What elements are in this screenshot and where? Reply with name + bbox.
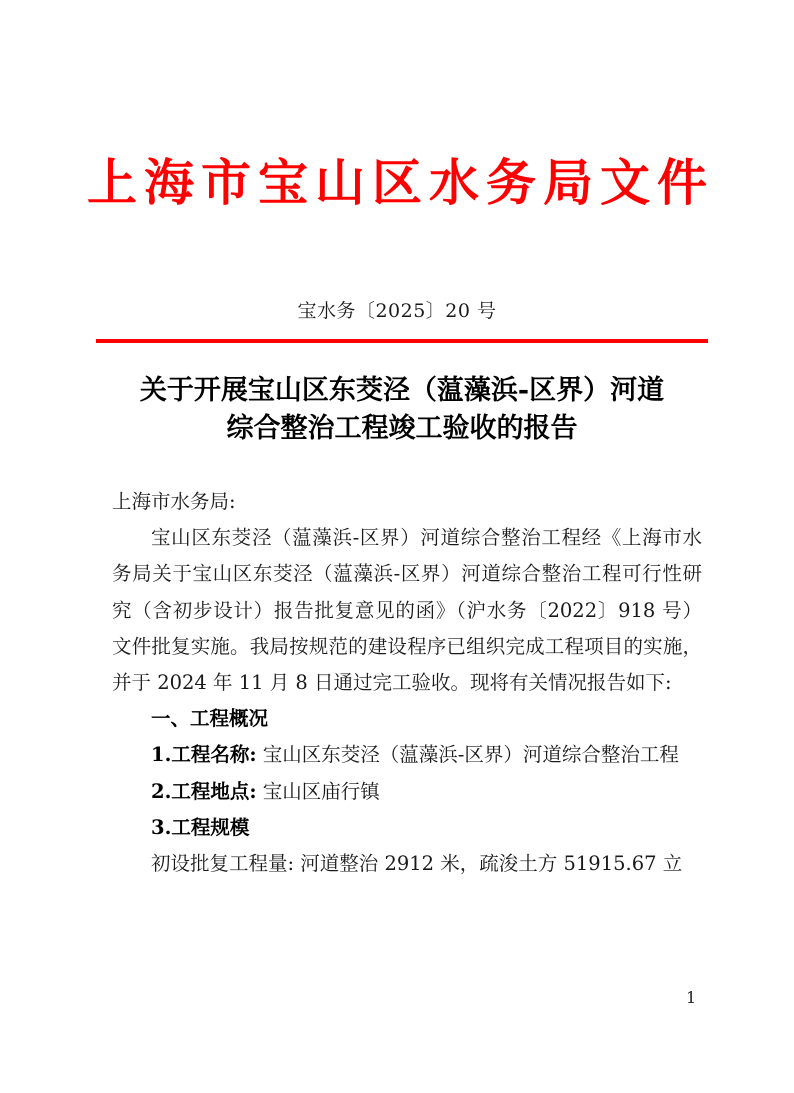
recipient-line: 上海市水务局: <box>112 490 236 513</box>
section-item-3-value: 初设批复工程量: 河道整治 2912 米，疏浚土方 51915.67 立 <box>151 852 683 876</box>
section-item-2 <box>112 774 702 810</box>
document-serial-number <box>0 297 794 325</box>
document-title-line-1: 关于开展宝山区东茭泾（蕰藻浜-区界）河道 <box>139 375 665 406</box>
section-item-2-value: 宝山区庙行镇 <box>262 779 380 803</box>
document-masthead <box>0 152 794 214</box>
section-item-1-value: 宝山区东茭泾（蕰藻浜-区界）河道综合整治工程 <box>262 743 679 767</box>
section-item-2-label: 2.工程地点: <box>151 779 257 803</box>
document-title-line-2: 综合整治工程竣工验收的报告 <box>226 413 578 444</box>
red-separator-rule <box>96 339 708 343</box>
document-body <box>112 484 702 882</box>
intro-paragraph: 宝山区东茭泾（蕰藻浜-区界）河道综合整治工程经《上海市水务局关于宝山区东茭泾（蕰藻浜-区界）河道综合整治工程可行性研究（含初步设计）报告批复意见的函》（沪水务〔2022〕918 号）文件批复实施。我局按规范的建设程序已组织完成工程项目的实施，并于 2024 年 11 月 8 日通过完工验收。现将有关情况报告如下: <box>112 526 702 695</box>
masthead-title: 上海市宝山区水务局文件 <box>87 153 714 212</box>
serial-number-text: 宝水务〔2025〕20 号 <box>297 300 497 322</box>
section-item-1-label: 1.工程名称: <box>151 743 257 767</box>
section-item-3-label: 3.工程规模 <box>151 815 250 839</box>
document-title <box>97 372 707 448</box>
section-item-1 <box>112 737 702 773</box>
page-number: 1 <box>686 988 697 1007</box>
section-heading-1: 一、工程概况 <box>151 707 269 731</box>
